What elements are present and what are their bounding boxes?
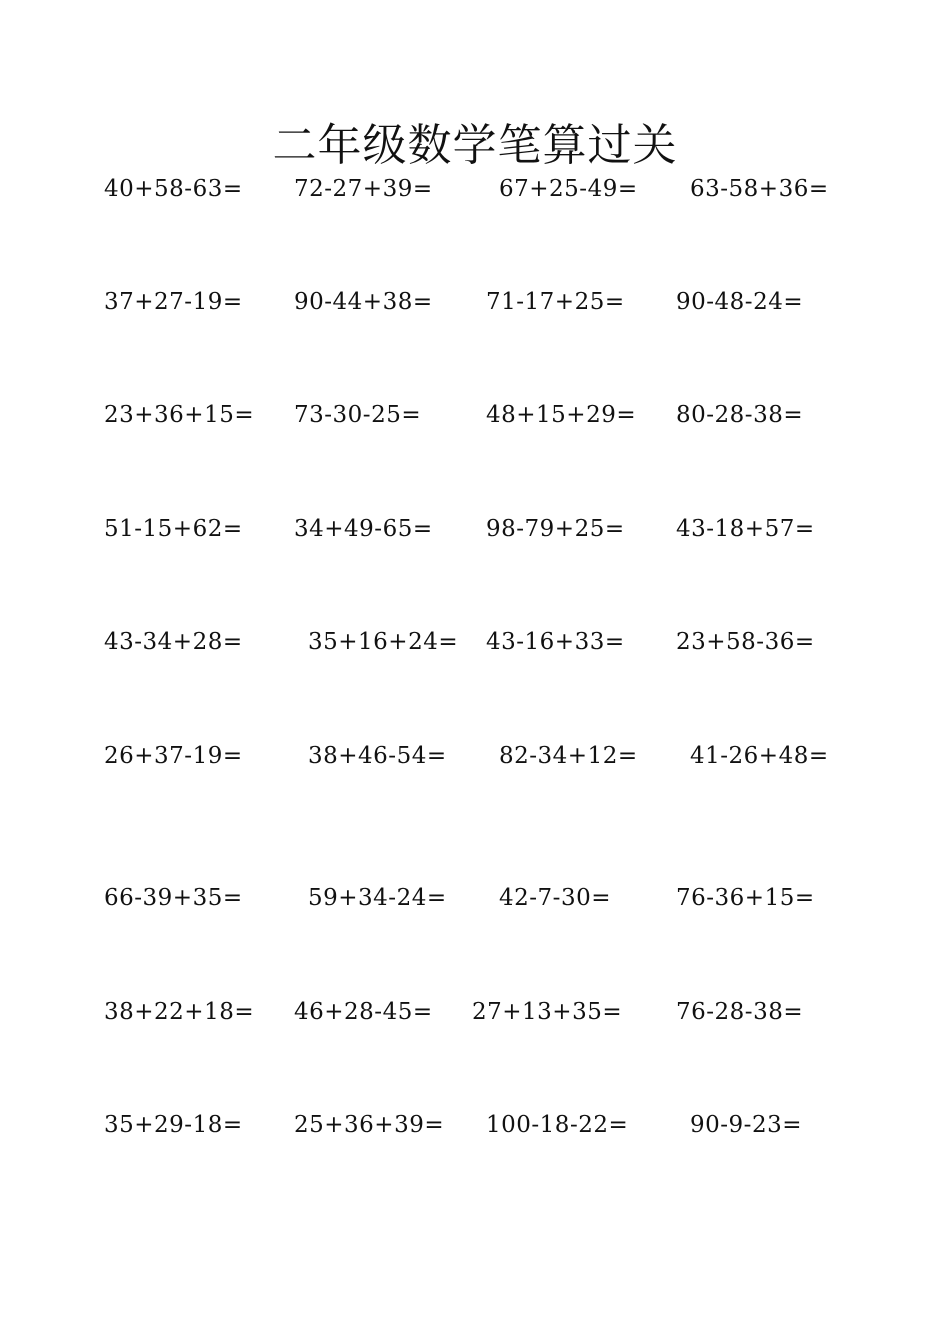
math-problem: 23+36+15= bbox=[104, 402, 255, 428]
math-problem: 80-28-38= bbox=[676, 402, 804, 428]
math-problem: 25+36+39= bbox=[294, 1112, 445, 1138]
math-problem: 38+46-54= bbox=[308, 743, 447, 769]
math-problem: 82-34+12= bbox=[499, 743, 638, 769]
math-problem: 43-16+33= bbox=[486, 629, 625, 655]
math-problem: 76-36+15= bbox=[676, 885, 815, 911]
math-problem: 34+49-65= bbox=[294, 516, 433, 542]
math-problem: 26+37-19= bbox=[104, 743, 243, 769]
math-problem: 27+13+35= bbox=[472, 999, 623, 1025]
math-problem: 51-15+62= bbox=[104, 516, 243, 542]
math-problem: 100-18-22= bbox=[486, 1112, 629, 1138]
math-problem: 98-79+25= bbox=[486, 516, 625, 542]
page-title: 二年级数学笔算过关 bbox=[272, 120, 678, 171]
math-problem: 48+15+29= bbox=[486, 402, 637, 428]
math-problem: 76-28-38= bbox=[676, 999, 804, 1025]
math-problem: 35+16+24= bbox=[308, 629, 459, 655]
math-problem: 90-48-24= bbox=[676, 289, 804, 315]
math-problem: 72-27+39= bbox=[294, 176, 433, 202]
math-problem: 90-9-23= bbox=[690, 1112, 802, 1138]
math-problem: 63-58+36= bbox=[690, 176, 829, 202]
math-problem: 43-34+28= bbox=[104, 629, 243, 655]
math-problem: 90-44+38= bbox=[294, 289, 433, 315]
math-problem: 42-7-30= bbox=[499, 885, 611, 911]
math-problem: 40+58-63= bbox=[104, 176, 243, 202]
math-problem: 38+22+18= bbox=[104, 999, 255, 1025]
math-problem: 23+58-36= bbox=[676, 629, 815, 655]
math-problem: 35+29-18= bbox=[104, 1112, 243, 1138]
math-problem: 67+25-49= bbox=[499, 176, 638, 202]
math-problem: 66-39+35= bbox=[104, 885, 243, 911]
math-problem: 73-30-25= bbox=[294, 402, 422, 428]
math-problem: 43-18+57= bbox=[676, 516, 815, 542]
math-problem: 41-26+48= bbox=[690, 743, 829, 769]
math-problem: 46+28-45= bbox=[294, 999, 433, 1025]
math-problem: 59+34-24= bbox=[308, 885, 447, 911]
math-problem: 37+27-19= bbox=[104, 289, 243, 315]
math-problem: 71-17+25= bbox=[486, 289, 625, 315]
